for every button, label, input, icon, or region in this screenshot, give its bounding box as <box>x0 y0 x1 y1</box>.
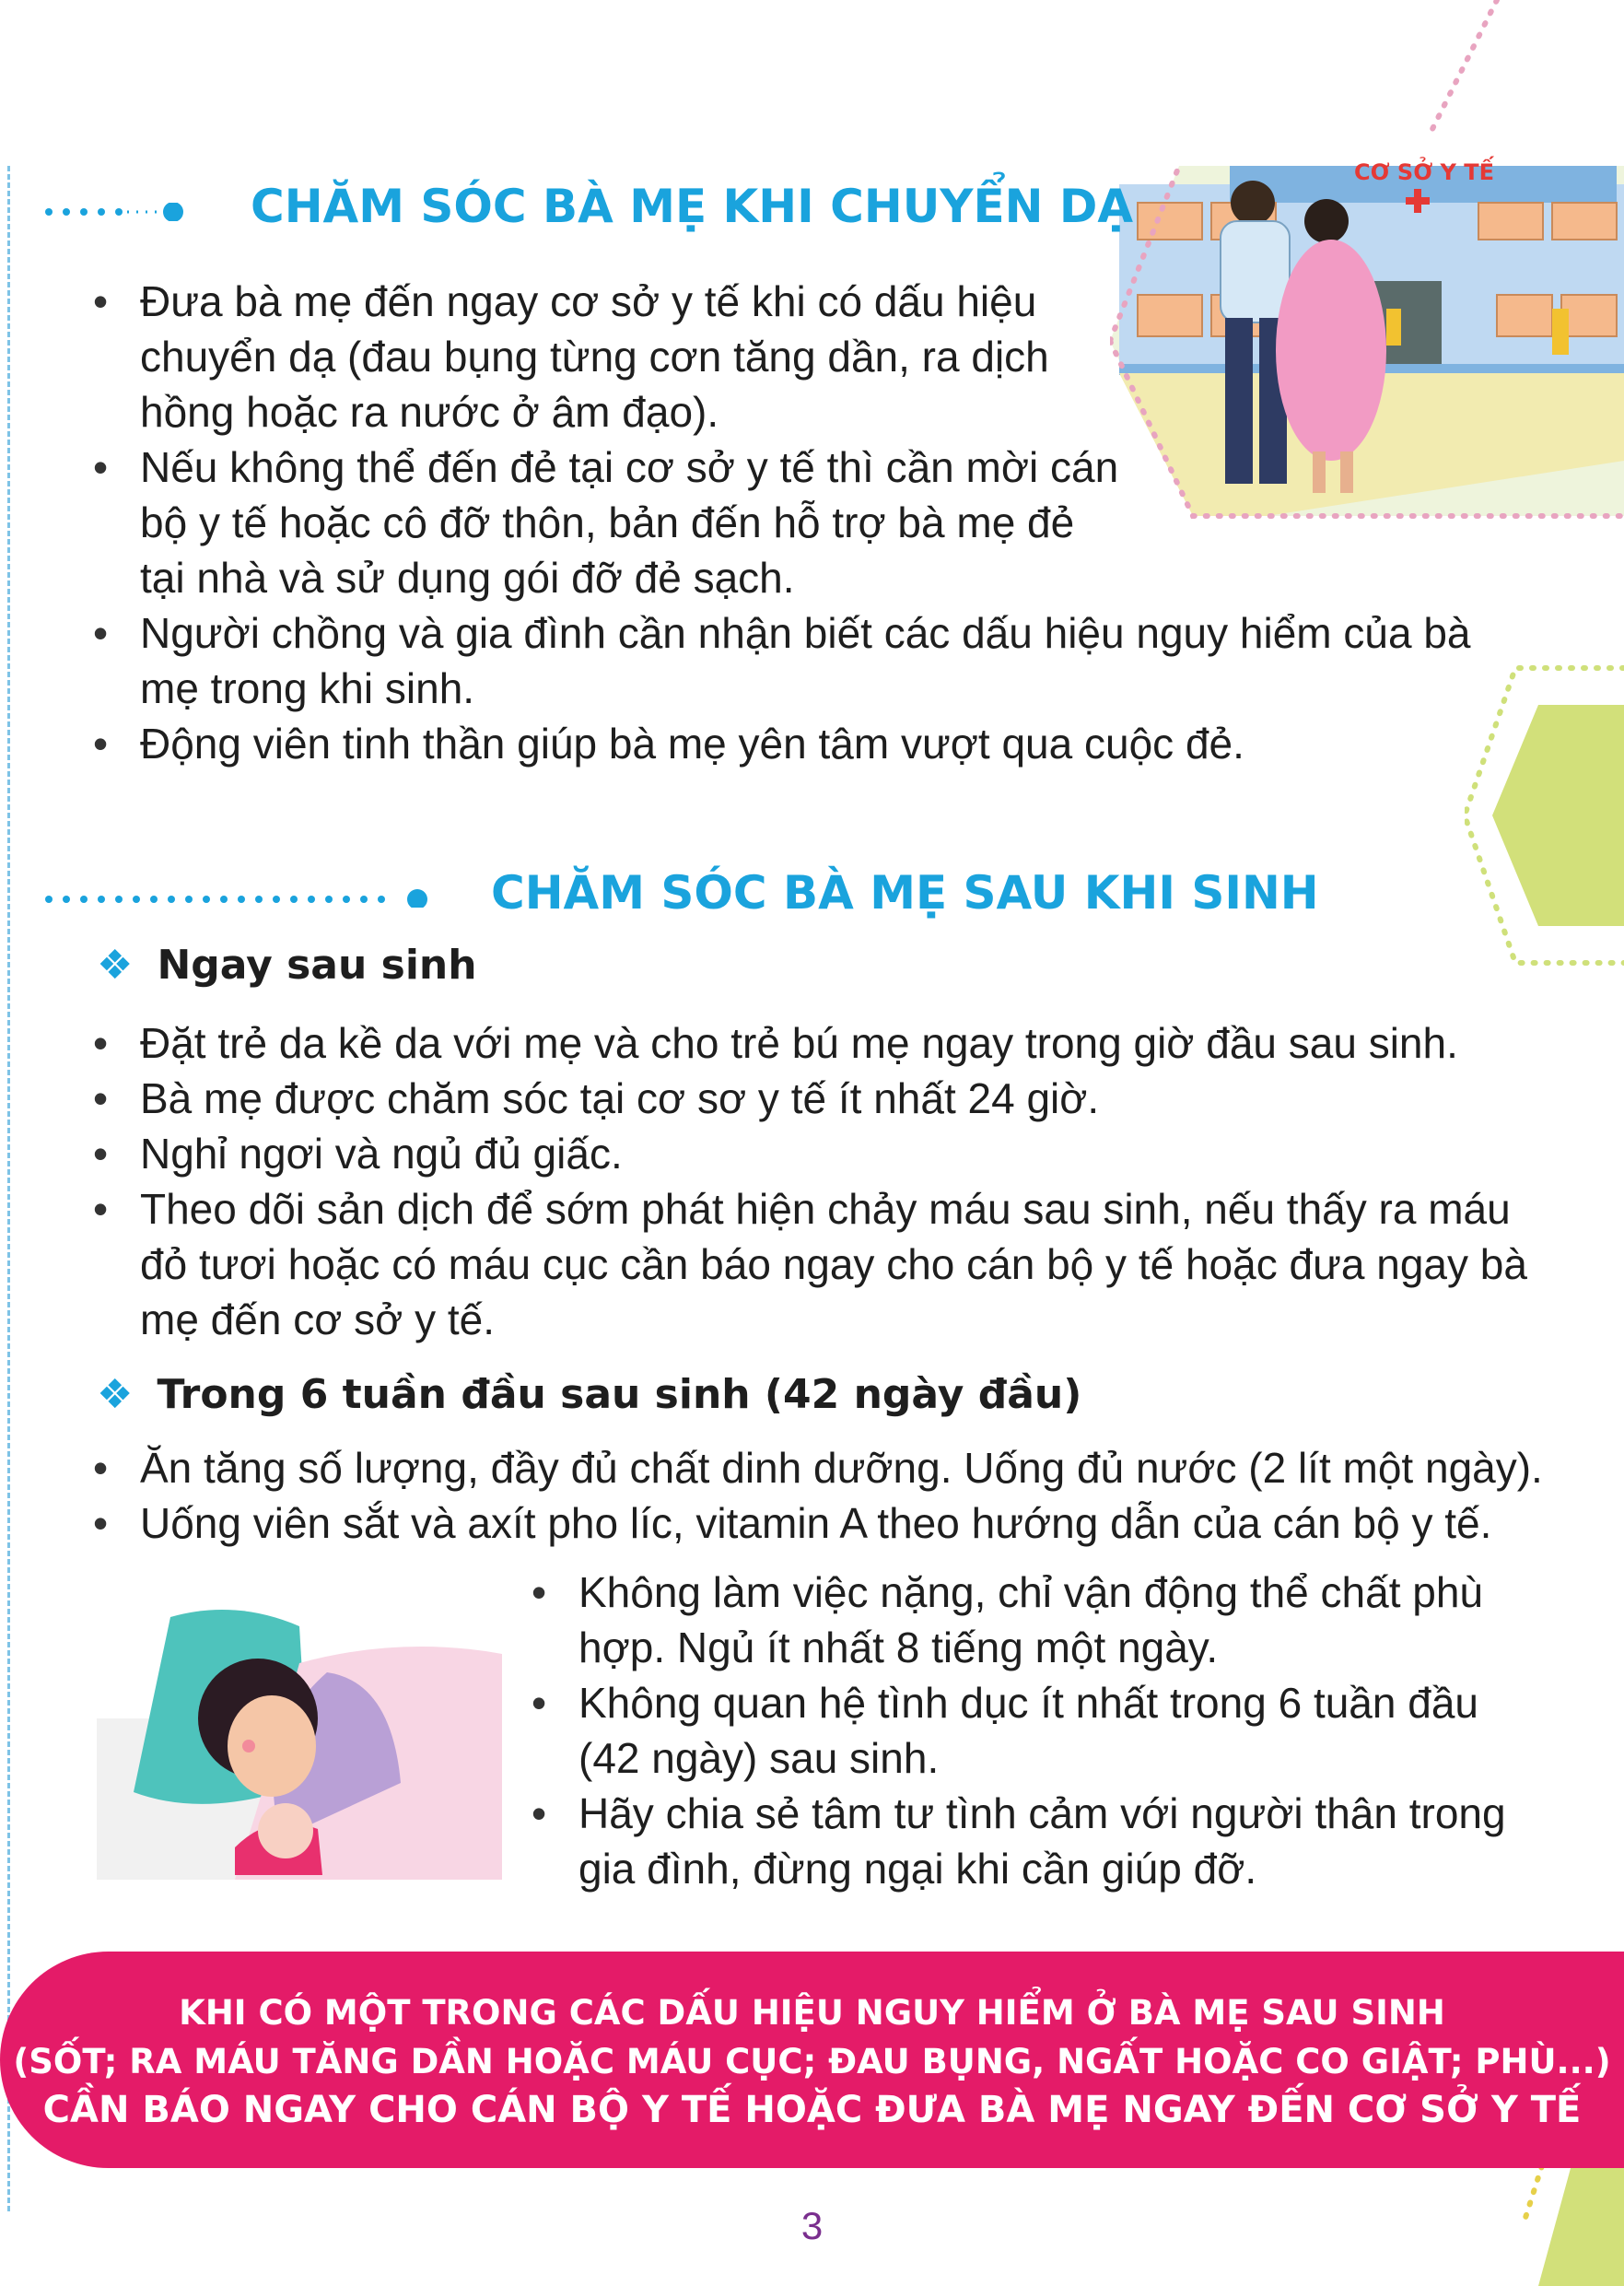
list-item: • Người chồng và gia đình cần nhận biết các dấu hiệu nguy hiểm của bà mẹ trong khi sinh. <box>89 605 1526 716</box>
list-item: • Uống viên sắt và axít pho líc, vitamin A theo hướng dẫn của cán bộ y tế. <box>89 1495 1600 1551</box>
list-item: • Không quan hệ tình dục ít nhất trong 6 tuần đầu (42 ngày) sau sinh. <box>528 1675 1550 1786</box>
section1-title: CHĂM SÓC BÀ MẸ KHI CHUYỂN DẠ <box>251 180 1134 233</box>
subheading-text: Ngay sau sinh <box>157 942 477 989</box>
warning-banner <box>0 1952 1624 2168</box>
subheading-text: Trong 6 tuần đầu sau sinh (42 ngày đầu) <box>157 1371 1082 1418</box>
section2-title: CHĂM SÓC BÀ MẸ SAU KHI SINH <box>491 866 1319 920</box>
hospital-sign: CƠ SỞ Y TẾ <box>1354 159 1495 185</box>
list-item: • Hãy chia sẻ tâm tư tình cảm với người thân trong gia đình, đừng ngại khi cần giúp đỡ. <box>528 1786 1550 1896</box>
list-item: • Đặt trẻ da kề da với mẹ và cho trẻ bú mẹ ngay trong giờ đầu sau sinh. <box>89 1015 1563 1071</box>
subheading-6-tuan <box>97 1371 1081 1418</box>
section2-list-1 <box>89 1015 1563 1347</box>
heading-dots-1 <box>44 203 192 221</box>
list-item: • Động viên tinh thần giúp bà mẹ yên tâm vượt qua cuộc đẻ. <box>89 716 1526 771</box>
list-item: • Bà mẹ được chăm sóc tại cơ sơ y tế ít nhất 24 giờ. <box>89 1071 1563 1126</box>
list-item: • Đưa bà mẹ đến ngay cơ sở y tế khi có dấu hiệu chuyển dạ (đau bụng từng cơn tăng dần, ra dịch hồng hoặc ra nước ở âm đạo). <box>89 274 1121 440</box>
warning-line-2: (SỐT; RA MÁU TĂNG DẦN HOẶC MÁU CỤC; ĐAU BỤNG, NGẤT HOẶC CO GIẬT; PHÙ...) <box>13 2042 1611 2081</box>
list-item: • Không làm việc nặng, chỉ vận động thể chất phù hợp. Ngủ ít nhất 8 tiếng một ngày. <box>528 1565 1550 1675</box>
list-item: • Nghỉ ngơi và ngủ đủ giấc. <box>89 1126 1563 1181</box>
section2-list-2 <box>89 1440 1600 1551</box>
warning-line-3: CẦN BÁO NGAY CHO CÁN BỘ Y TẾ HOẶC ĐƯA BÀ MẸ NGAY ĐẾN CƠ SỞ Y TẾ <box>42 2089 1582 2131</box>
diamond-bullet-icon: ❖ <box>97 942 134 989</box>
diamond-bullet-icon: ❖ <box>97 1371 134 1418</box>
heading-dots-2 <box>44 889 431 908</box>
list-item: • Ăn tăng số lượng, đầy đủ chất dinh dưỡng. Uống đủ nước (2 lít một ngày). <box>89 1440 1600 1495</box>
sleeping-mother-illustration <box>97 1599 502 1880</box>
hospital-illustration <box>1110 0 1624 530</box>
section1-list-top <box>89 274 1121 605</box>
section1-list-bottom <box>89 605 1526 771</box>
list-item: • Nếu không thể đến đẻ tại cơ sở y tế thì cần mời cán bộ y tế hoặc cô đỡ thôn, bản đến hỗ trợ bà mẹ đẻ tại nhà và sử dụng gói đỡ đẻ sạch. <box>89 440 1121 605</box>
section2-list-right <box>528 1565 1550 1896</box>
list-item: • Theo dõi sản dịch để sớm phát hiện chảy máu sau sinh, nếu thấy ra máu đỏ tươi hoặc có máu cục cần báo ngay cho cán bộ y tế hoặc đưa ngay bà mẹ đến cơ sở y tế. <box>89 1181 1563 1347</box>
page-number: 3 <box>800 2204 824 2247</box>
warning-line-1: KHI CÓ MỘT TRONG CÁC DẤU HIỆU NGUY HIỂM Ở BÀ MẸ SAU SINH <box>179 1993 1445 2033</box>
subheading-ngay-sau-sinh <box>97 942 477 989</box>
left-dashed-rule <box>7 166 10 2211</box>
